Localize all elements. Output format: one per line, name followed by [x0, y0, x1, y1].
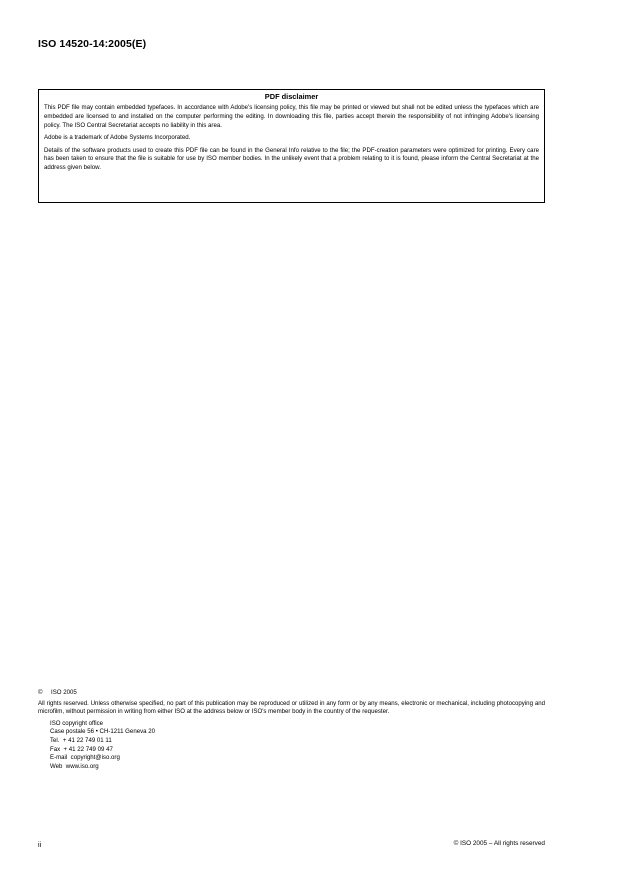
- copyright-office-address: [50, 720, 545, 772]
- address-line-postal: Case postale 56 • CH-1211 Geneva 20: [50, 728, 156, 736]
- copyright-section: [38, 689, 545, 771]
- copyright-symbol: ©: [38, 689, 43, 696]
- address-line-email: E-mail copyright@iso.org: [50, 754, 120, 762]
- address-line-telephone: Tel. + 41 22 749 01 11: [50, 736, 112, 744]
- rights-reserved-text: All rights reserved. Unless otherwise specified, no part of this publication may be reproduced or utilized in any form or by any means, electronic or mechanical, including photocopying and microfilm, without permission in writing from either ISO at the address below or ISO's member body in the country of the requester.: [38, 699, 545, 716]
- address-line-office: ISO copyright office: [50, 719, 104, 727]
- footer-copyright: © ISO 2005 – All rights reserved: [453, 840, 545, 847]
- disclaimer-paragraph-trademark: Adobe is a trademark of Adobe Systems Incorporated.: [44, 134, 191, 142]
- copyright-year: ISO 2005: [51, 689, 77, 696]
- disclaimer-paragraph-details: Details of the software products used to create this PDF file can be found in the General Info relative to the file; the PDF-creation parameters were optimized for printing. Every care has been taken to ensure that the file is suitable for use by ISO member bodies. In the unlikely event that a problem relating to it is found, please inform the Central Secretariat at the address given below.: [44, 146, 539, 172]
- document-header: ISO 14520-14:2005(E): [38, 38, 147, 50]
- disclaimer-title: PDF disclaimer: [264, 92, 319, 101]
- copyright-notice: [38, 689, 545, 698]
- address-line-fax: Fax + 41 22 749 09 47: [50, 745, 113, 753]
- pdf-disclaimer-box: [38, 89, 545, 203]
- address-line-web: Web www.iso.org: [50, 762, 99, 770]
- page-number: ii: [38, 840, 42, 849]
- disclaimer-paragraph-licensing: This PDF file may contain embedded typefaces. In accordance with Adobe's licensing policy, this file may be printed or viewed but shall not be edited unless the typefaces which are embedded are licensed to and installed on the computer performing the editing. In downloading this file, parties accept therein the responsibility of not infringing Adobe's licensing policy. The ISO Central Secretariat accepts no liability in this area.: [44, 103, 539, 129]
